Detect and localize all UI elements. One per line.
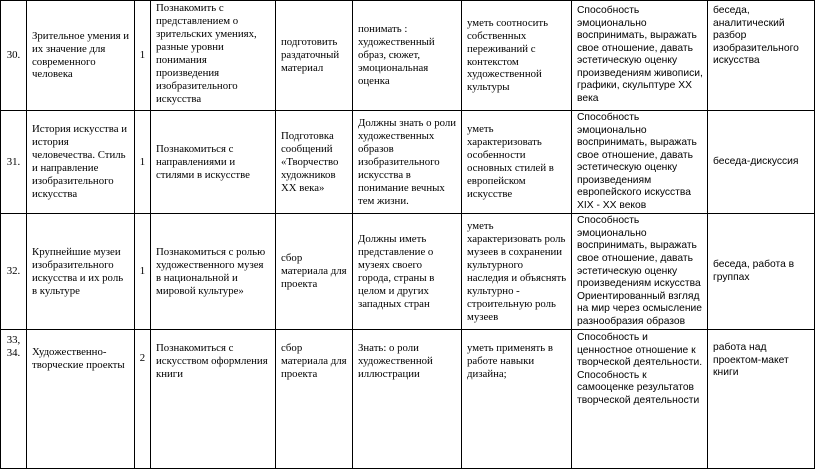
lesson-number: 32. bbox=[1, 214, 27, 330]
lesson-number: 31. bbox=[1, 111, 27, 214]
lesson-knowledge: Должны иметь представление о музеях своего города, страны в целом и других западных стран bbox=[353, 214, 462, 330]
lesson-form: беседа-дискуссия bbox=[708, 111, 815, 214]
lesson-skills: уметь соотносить собственных переживаний с контекстом художественной культуры bbox=[462, 1, 572, 111]
lesson-homework: подготовить раздаточный материал bbox=[276, 1, 353, 111]
lesson-topic: Зрительное умения и их значение для современного человека bbox=[27, 1, 135, 111]
lesson-number: 30. bbox=[1, 1, 27, 111]
lesson-form: беседа, работа в группах bbox=[708, 214, 815, 330]
lesson-form: беседа, аналитический разбор изобразительного искусства bbox=[708, 1, 815, 111]
lesson-hours: 1 bbox=[135, 111, 151, 214]
lesson-goal: Познакомить с представлением о зрительских умениях, разные уровни понимания произведения изобразительного искусства bbox=[151, 1, 276, 111]
lesson-homework: сбор материала для проекта bbox=[276, 214, 353, 330]
lesson-skills: уметь характеризовать особенности основных стилей в европейском искусстве bbox=[462, 111, 572, 214]
lesson-goal: Познакомиться с направлениями и стилями в искусстве bbox=[151, 111, 276, 214]
lesson-hours: 1 bbox=[135, 1, 151, 111]
lesson-goal: Познакомиться с ролью художественного музея в национальной и мировой культуре» bbox=[151, 214, 276, 330]
lesson-knowledge: Должны знать о роли художественных образов изобразительного искусства в понимание вечных тем жизни. bbox=[353, 111, 462, 214]
lesson-knowledge: понимать : художественный образ, сюжет, эмоциональная оценка bbox=[353, 1, 462, 111]
table-row bbox=[1, 330, 815, 469]
lesson-competence: Способность эмоционально воспринимать, выражать свое отношение, давать эстетическую оценку произведениям искусства Ориентированный взгляд на мир через осмысление разнообразия образов bbox=[572, 214, 708, 330]
table-row bbox=[1, 214, 815, 330]
lesson-hours: 1 bbox=[135, 214, 151, 330]
lesson-skills: уметь характеризовать роль музеев в сохранении культурного наследия и объяснять культурно - строительную роль музеев bbox=[462, 214, 572, 330]
lesson-homework: Подготовка сообщений «Творчество художников XX века» bbox=[276, 111, 353, 214]
lesson-goal: Познакомиться с искусством оформления книги bbox=[151, 330, 276, 469]
lesson-topic: Крупнейшие музеи изобразительного искусства и их роль в культуре bbox=[27, 214, 135, 330]
lesson-topic: История искусства и история человечества. Стиль и направление изобразительного искусства bbox=[27, 111, 135, 214]
lesson-hours: 2 bbox=[135, 330, 151, 469]
lesson-skills: уметь применять в работе навыки дизайна; bbox=[462, 330, 572, 469]
table-row bbox=[1, 111, 815, 214]
lesson-topic: Художественно-творческие проекты bbox=[27, 330, 135, 469]
lesson-homework: сбор материала для проекта bbox=[276, 330, 353, 469]
lesson-form: работа над проектом-макет книги bbox=[708, 330, 815, 469]
table-row bbox=[1, 1, 815, 111]
lesson-competence: Способность эмоционально воспринимать, выражать свое отношение, давать эстетическую оценку произведениям живописи, графики, скульптуре XX века bbox=[572, 1, 708, 111]
lesson-number: 33, 34. bbox=[1, 330, 27, 469]
lesson-knowledge: Знать: о роли художественной иллюстрации bbox=[353, 330, 462, 469]
lesson-competence: Способность и ценностное отношение к творческой деятельности. Способность к самооценке результатов творческой деятельности bbox=[572, 330, 708, 469]
lesson-competence: Способность эмоционально воспринимать, выражать свое отношение, давать эстетическую оценку произведениям европейского искусства XIX - XX веков bbox=[572, 111, 708, 214]
